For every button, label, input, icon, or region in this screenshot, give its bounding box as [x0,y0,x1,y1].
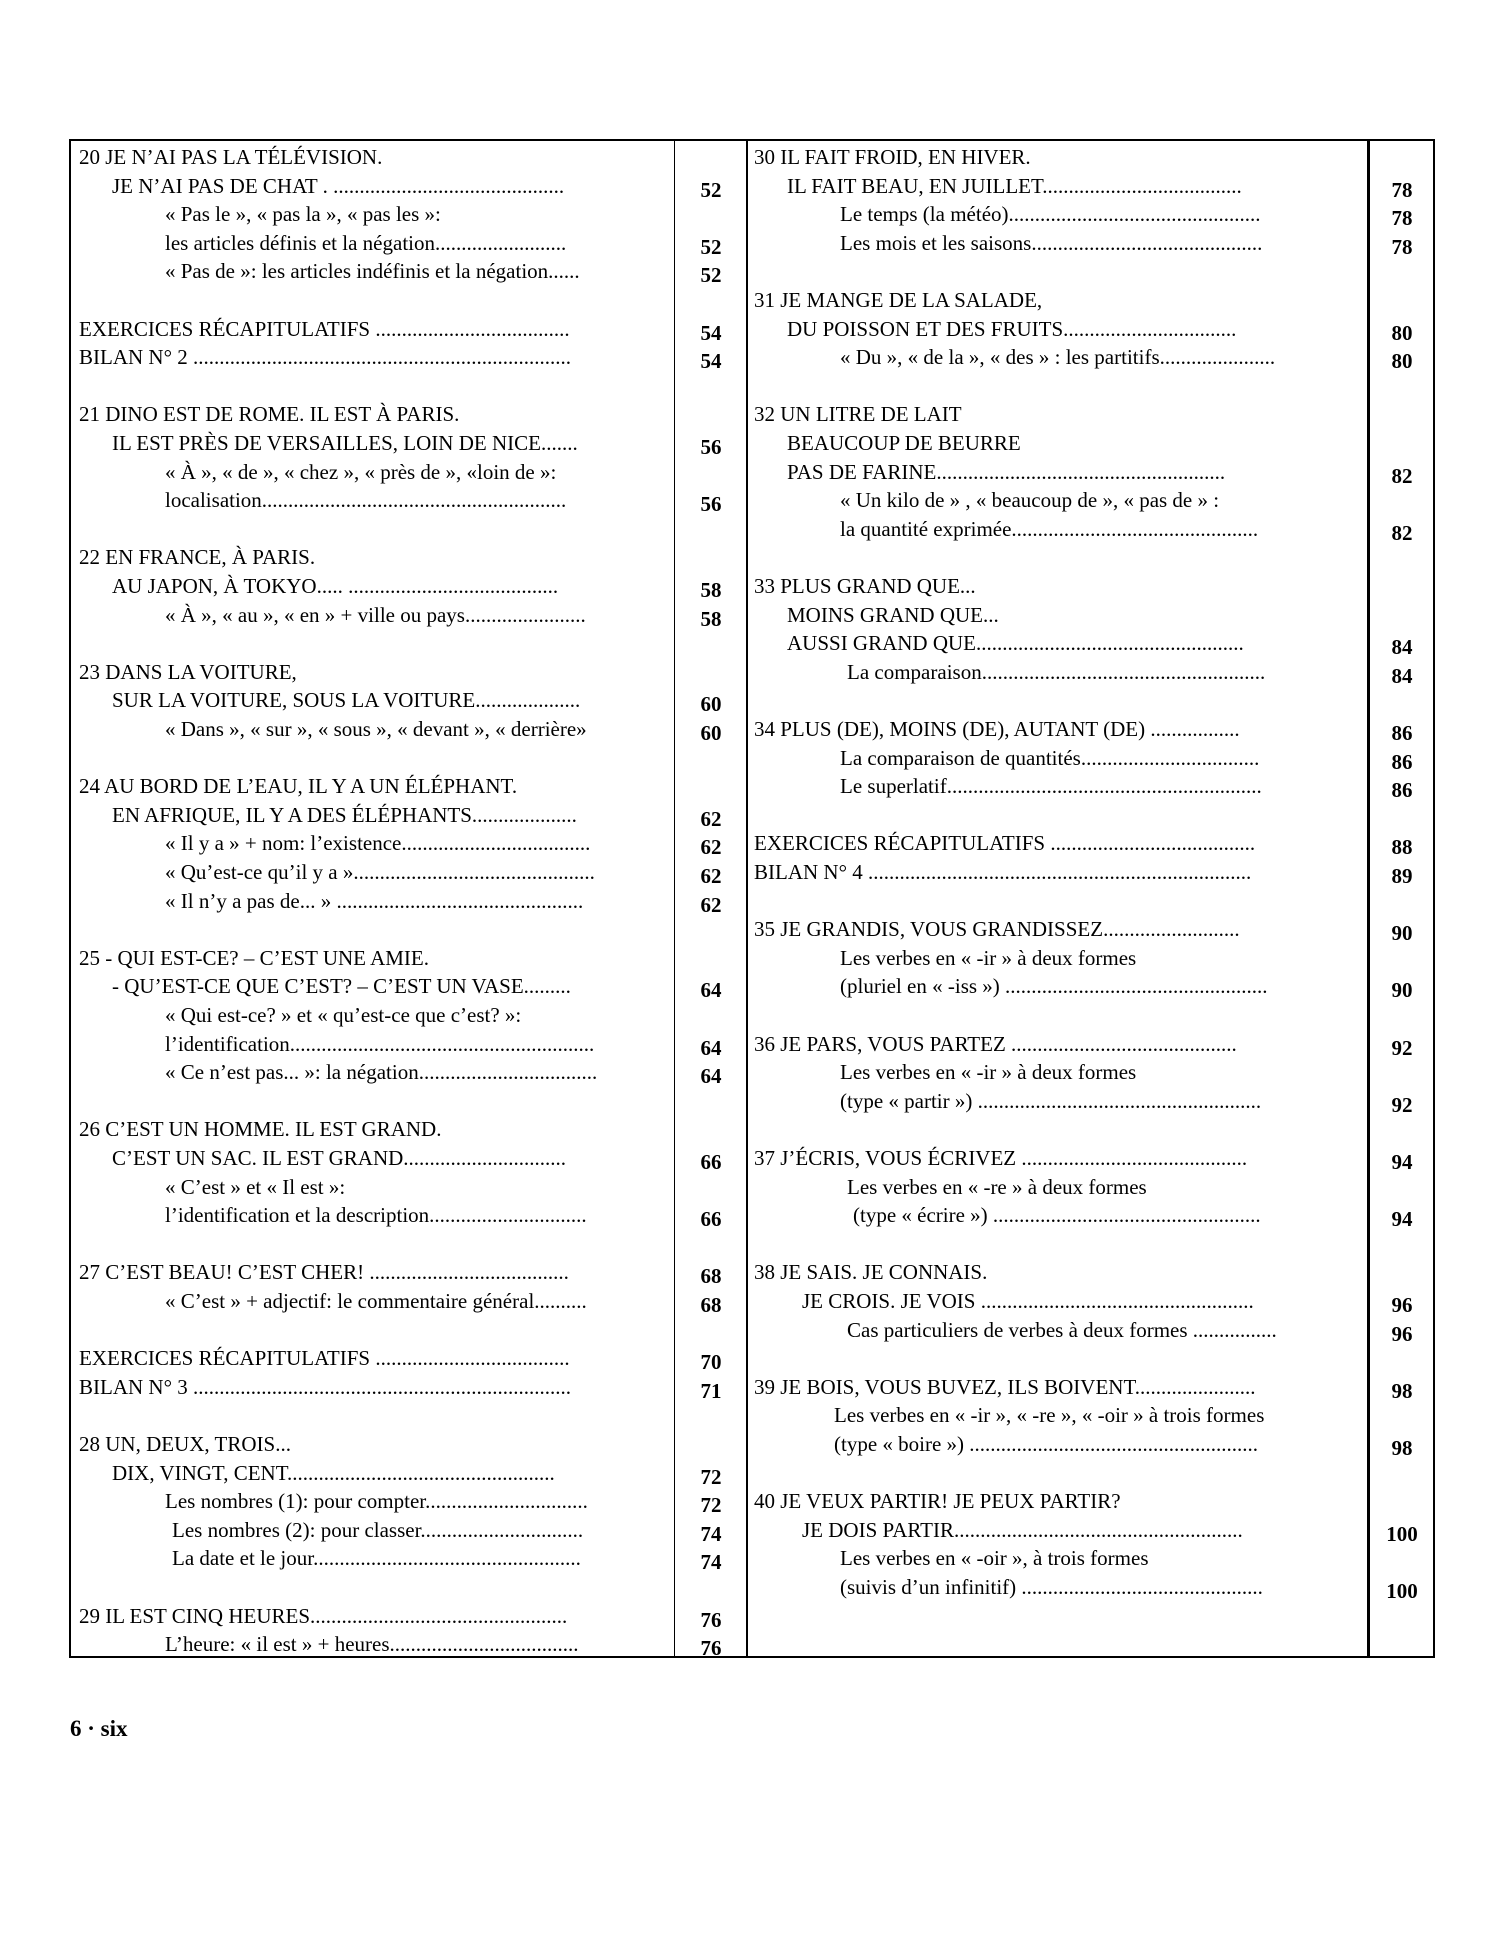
toc-entry-text: « Qui est-ce? » et « qu’est-ce que c’est? »: [165,1003,522,1027]
toc-entry-text: localisation.......................................................... [165,488,567,513]
toc-page-number: 62 [700,864,722,888]
toc-entry-text: L’heure: « il est » + heures.................................... [165,1632,579,1657]
toc-page-number: 96 [1391,1321,1413,1346]
toc-entry-text: « Pas de »: les articles indéfinis et la négation...... [165,259,580,284]
toc-page-number: 84 [1391,663,1413,688]
toc-page-number: 54 [700,349,722,374]
toc-entry-text: Le temps (la météo)................................................ [840,202,1261,227]
toc-entry-text: EXERCICES RÉCAPITULATIFS ..................................... [79,316,570,341]
toc-page-number: 82 [1391,463,1413,488]
toc-entry-text: (type « partir ») ...................................................... [840,1088,1262,1113]
toc-page-number: 90 [1391,921,1413,946]
toc-page-number: 86 [1391,721,1413,745]
toc-entry-text: 24 AU BORD DE L’EAU, IL Y A UN ÉLÉPHANT. [79,774,518,799]
toc-page-number: 64 [700,1035,722,1060]
toc-page-number: 80 [1391,320,1413,345]
toc-entry-text: 38 JE SAIS. JE CONNAIS. [754,1260,988,1285]
toc-entry-text: 29 IL EST CINQ HEURES................................................. [79,1603,568,1628]
toc-entry-text: 30 IL FAIT FROID, EN HIVER. [754,145,1031,169]
toc-entry-text: « À », « de », « chez », « près de », «loin de »: [165,459,557,484]
toc-page-number: 78 [1391,177,1413,202]
toc-entry-text: - QU’EST-CE QUE C’EST? – C’EST UN VASE......... [112,974,571,999]
toc-entry-text: PAS DE FARINE....................................................... [787,459,1226,484]
toc-page-number: 74 [700,1550,722,1575]
toc-entry-text: AUSSI GRAND QUE................................................... [787,631,1244,656]
toc-entry-text: 31 JE MANGE DE LA SALADE, [754,288,1043,312]
toc-entry-text: 27 C’EST BEAU! C’EST CHER! ...................................... [79,1260,569,1285]
toc-page-number: 76 [700,1636,722,1661]
toc-entry-text: « À », « au », « en » + ville ou pays....................... [165,602,586,627]
toc-page-number: 89 [1391,864,1413,888]
toc-entry-text: La comparaison...................................................... [847,659,1266,684]
toc-page-number: 84 [1391,635,1413,660]
toc-page-number: 66 [700,1150,722,1174]
toc-page-number: 62 [700,835,722,860]
toc-entry-text: Les verbes en « -ir » à deux formes [840,945,1137,970]
toc-page-number: 80 [1391,349,1413,374]
toc-entry-text: Les nombres (2): pour classer............................... [172,1517,584,1542]
toc-page-number: 78 [1391,206,1413,231]
toc-page-number: 52 [700,177,722,202]
toc-entry-text: Les verbes en « -oir », à trois formes [840,1546,1149,1571]
page-number: 6 · six [70,1716,128,1741]
toc-entry-text: Les mois et les saisons............................................ [840,230,1263,255]
toc-page-number: 71 [700,1378,722,1403]
toc-entry-text: MOINS GRAND QUE... [787,602,999,627]
toc-entry-text: « Pas le », « pas la », « pas les »: [165,202,441,227]
toc-page-number: 58 [700,606,722,631]
toc-entry-text: Les verbes en « -ir » à deux formes [840,1060,1137,1085]
toc-page-number: 100 [1386,1579,1418,1603]
toc-page-number: 88 [1391,835,1413,860]
toc-entry-text: EXERCICES RÉCAPITULATIFS ....................................... [754,831,1256,856]
toc-entry-text: « Un kilo de » , « beaucoup de », « pas de » : [840,488,1220,513]
toc-entry-text: 20 JE N’AI PAS LA TÉLÉVISION. [79,145,383,169]
toc-page-number: 66 [700,1207,722,1232]
toc-page-number: 70 [700,1350,722,1375]
toc-entry-text: les articles définis et la négation......................... [165,230,567,255]
toc-entry-text: SUR LA VOITURE, SOUS LA VOITURE.................... [112,688,581,713]
toc-entry-text: BILAN N° 3 ........................................................................ [79,1374,571,1399]
toc-entry-text: 21 DINO EST DE ROME. IL EST À PARIS. [79,402,460,427]
toc-entry-text: DU POISSON ET DES FRUITS................................. [787,316,1237,341]
toc-page-number: 78 [1391,234,1413,259]
toc-page-number: 72 [700,1464,722,1489]
toc-entry-text: « Ce n’est pas... »: la négation.................................. [165,1060,598,1085]
toc-page-number: 74 [700,1521,722,1546]
toc-entry-text: EXERCICES RÉCAPITULATIFS ..................................... [79,1346,570,1371]
toc-entry-text: BEAUCOUP DE BEURRE [787,431,1021,455]
toc-entry-text: IL EST PRÈS DE VERSAILLES, LOIN DE NICE....... [112,431,578,455]
toc-entry-text: 25 - QUI EST-CE? – C’EST UNE AMIE. [79,945,429,970]
toc-entry-text: JE N’AI PAS DE CHAT . ............................................ [112,173,565,198]
toc-entry-text: 37 J’ÉCRIS, VOUS ÉCRIVEZ ........................................... [754,1146,1248,1170]
toc-entry-text: (type « écrire ») ................................................... [853,1203,1261,1228]
toc-entry-text: « Du », « de la », « des » : les partitifs...................... [840,345,1276,370]
toc-entry-text: JE CROIS. JE VOIS .................................................... [802,1289,1254,1313]
toc-page-number: 68 [700,1264,722,1289]
toc-page-number: 98 [1391,1436,1413,1460]
toc-entry-text: « Qu’est-ce qu’il y a ».............................................. [165,860,595,884]
toc-entry-text: La comparaison de quantités.................................. [840,745,1260,770]
toc-entry-text: (pluriel en « -iss ») .................................................. [840,974,1268,999]
toc-entry-text: (type « boire ») ....................................................... [834,1432,1259,1456]
toc-entry-text: 35 JE GRANDIS, VOUS GRANDISSEZ.......................... [754,917,1240,942]
toc-entry-text: la quantité exprimée............................................... [840,516,1259,541]
toc-page-number: 100 [1386,1521,1418,1546]
toc-page-number: 92 [1391,1035,1413,1060]
toc-entry-text: EN AFRIQUE, IL Y A DES ÉLÉPHANTS.................... [112,802,577,827]
toc-entry-text: 36 JE PARS, VOUS PARTEZ ........................................... [754,1031,1237,1056]
toc-page-number: 56 [700,435,722,459]
toc-entry-text: 34 PLUS (DE), MOINS (DE), AUTANT (DE) ................. [754,717,1240,741]
toc-entry-text: 39 JE BOIS, VOUS BUVEZ, ILS BOIVENT....................... [754,1374,1256,1399]
toc-page-number: 54 [700,320,722,345]
toc-page-number: 96 [1391,1293,1413,1317]
toc-page-number: 68 [700,1293,722,1317]
toc-entry-text: 23 DANS LA VOITURE, [79,659,297,684]
toc-entry-text: Les verbes en « -re » à deux formes [847,1174,1147,1199]
toc-entry-text: 28 UN, DEUX, TROIS... [79,1432,291,1456]
table-of-contents-frame [69,139,1435,1661]
toc-entry-text: 33 PLUS GRAND QUE... [754,574,976,598]
toc-right-column [746,141,1435,1656]
toc-entry-text: (suivis d’un infinitif) .............................................. [840,1575,1263,1599]
toc-entry-text: l’identification et la description.............................. [165,1203,587,1228]
toc-page-number: 90 [1391,978,1413,1003]
toc-page-number: 72 [700,1493,722,1518]
toc-entry-text: 26 C’EST UN HOMME. IL EST GRAND. [79,1117,442,1142]
toc-entry-text: l’identification.......................................................... [165,1031,595,1056]
toc-page-number: 64 [700,978,722,1003]
toc-page-number: 64 [700,1064,722,1089]
toc-page-number: 94 [1391,1150,1413,1174]
toc-page-number: 62 [700,806,722,831]
toc-entry-text: IL FAIT BEAU, EN JUILLET...................................... [787,173,1242,198]
toc-page-number: 86 [1391,778,1413,803]
toc-entry-text: Le superlatif............................................................ [840,774,1262,799]
toc-entry-text: 32 UN LITRE DE LAIT [754,402,962,427]
toc-entry-text: Les verbes en « -ir », « -re », « -oir » à trois formes [834,1403,1265,1428]
toc-page-number: 62 [700,892,722,917]
toc-entry-text: « C’est » et « Il est »: [165,1174,346,1199]
toc-page-number: 60 [700,692,722,717]
toc-page-number: 52 [700,263,722,288]
toc-page-number: 52 [700,234,722,259]
toc-entry-text: C’EST UN SAC. IL EST GRAND............................... [112,1146,567,1170]
toc-entry-text: JE DOIS PARTIR....................................................... [802,1517,1243,1542]
toc-page-number: 60 [700,721,722,745]
toc-entry-text: 40 JE VEUX PARTIR! JE PEUX PARTIR? [754,1489,1121,1514]
toc-page-number: 94 [1391,1207,1413,1232]
toc-entry-text: La date et le jour................................................... [172,1546,581,1571]
toc-page-number: 82 [1391,520,1413,545]
toc-entry-text: DIX, VINGT, CENT................................................... [112,1460,555,1485]
toc-entry-text: Cas particuliers de verbes à deux formes ................ [847,1317,1277,1342]
toc-entry-text: Les nombres (1): pour compter............................... [165,1489,588,1514]
toc-page-number: 56 [700,492,722,517]
toc-page-number: 58 [700,578,722,602]
toc-entry-text: BILAN N° 2 ........................................................................ [79,345,571,370]
toc-entry-text: 22 EN FRANCE, À PARIS. [79,545,316,570]
toc-entry-text: « Il n’y a pas de... » ............................................... [165,888,584,913]
toc-entry-text: AU JAPON, À TOKYO..... ........................................ [112,574,559,598]
toc-page-number: 92 [1391,1092,1413,1117]
toc-page-number: 76 [700,1607,722,1632]
toc-entry-text: « Dans », « sur », « sous », « devant », « derrière» [165,717,587,741]
toc-page-number: 98 [1391,1378,1413,1403]
toc-page-number: 86 [1391,749,1413,774]
toc-left-column [71,141,746,1661]
toc-entry-text: « Il y a » + nom: l’existence.................................... [165,831,591,856]
toc-entry-text: « C’est » + adjectif: le commentaire général.......... [165,1289,587,1313]
toc-entry-text: BILAN N° 4 ......................................................................... [754,860,1252,884]
